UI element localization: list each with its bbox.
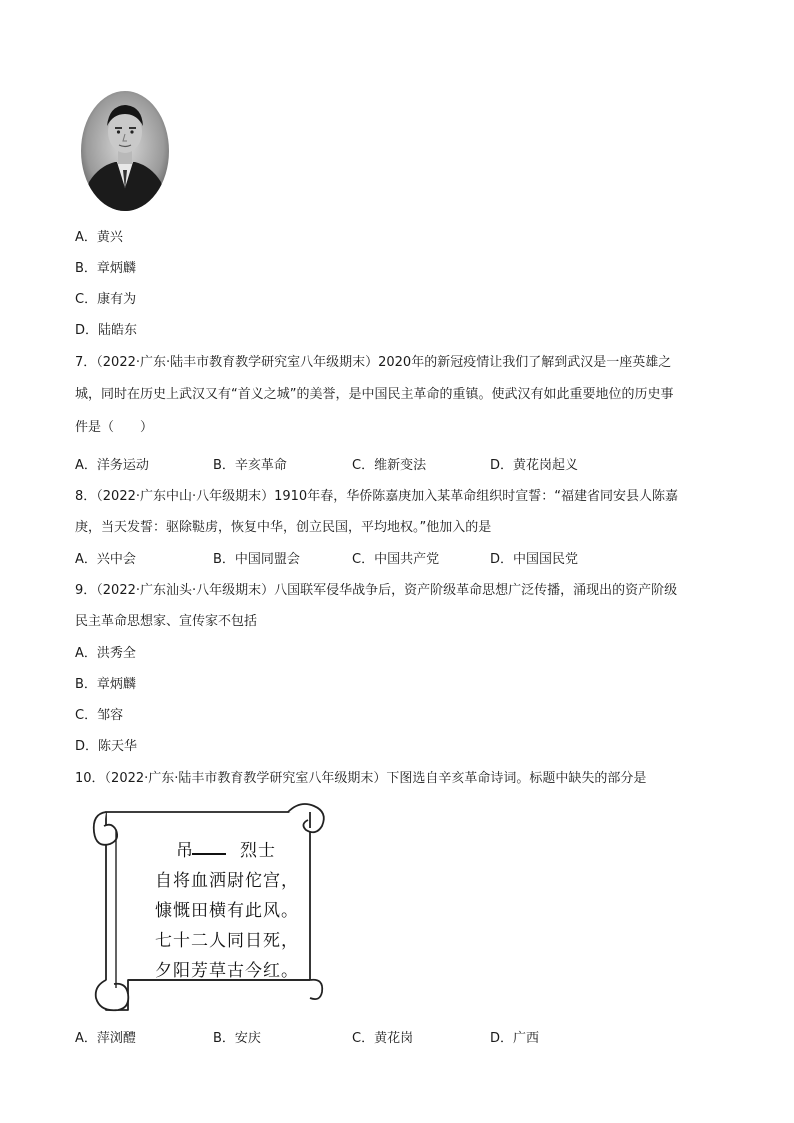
q10-stem-line1: 10．（2022·广东·陆丰市教育教学研究室八年级期末）下图选自辛亥革命诗词。标题中缺失的部分是 [75, 771, 647, 786]
q10-option-c: C．黄花岗 [352, 1031, 414, 1046]
q8-option-b: B．中国同盟会 [213, 552, 300, 567]
q9-option-d: D．陈天华 [75, 739, 138, 754]
q9-option-b: B．章炳麟 [75, 677, 136, 692]
portrait-photo [79, 90, 171, 212]
q10-option-b: B．安庆 [213, 1031, 261, 1046]
q7-option-c: C．维新变法 [352, 458, 427, 473]
q7-option-b: B．辛亥革命 [213, 458, 287, 473]
poem-title-right: 烈士 [240, 841, 276, 861]
q9-stem-line2: 民主革命思想家、宣传家不包括 [75, 614, 258, 629]
q9-option-a: A．洪秀全 [75, 646, 136, 661]
q6-option-a: A．黄兴 [75, 230, 123, 245]
q9-option-c: C．邹容 [75, 708, 124, 723]
q8-option-a: A．兴中会 [75, 552, 136, 567]
q10-option-a: A．萍浏醴 [75, 1031, 136, 1046]
q7-stem-line2: 城，同时在历史上武汉又有“首义之城”的美誉，是中国民主革命的重镇。使武汉有如此重要地位的历史事 [75, 387, 674, 402]
q7-stem-line1: 7．（2022·广东·陆丰市教育教学研究室八年级期末）2020年的新冠疫情让我们了解到武汉是一座英雄之 [75, 355, 672, 370]
q6-option-c: C．康有为 [75, 292, 137, 307]
q8-stem-line2: 庚，当天发誓：驱除鞑虏，恢复中华，创立民国，平均地权。”他加入的是 [75, 520, 492, 535]
q6-option-d: D．陆皓东 [75, 323, 138, 338]
q7-stem-line3: 件是（ ） [75, 420, 154, 435]
q7-option-d: D．黄花岗起义 [490, 458, 579, 473]
q8-option-d: D．中国国民党 [490, 552, 579, 567]
q8-option-c: C．中国共产党 [352, 552, 440, 567]
q10-option-d: D．广西 [490, 1031, 540, 1046]
q7-option-a: A．洋务运动 [75, 458, 149, 473]
q8-stem-line1: 8．（2022·广东中山·八年级期末）1910年春，华侨陈嘉庚加入某革命组织时宣誓：“福建省同安县人陈嘉 [75, 489, 678, 504]
poem-line-3: 七十二人同日死， [155, 931, 299, 951]
q9-stem-line1: 9．（2022·广东汕头·八年级期末）八国联军侵华战争后，资产阶级革命思想广泛传播，涌现出的资产阶级 [75, 583, 678, 598]
poem-line-2: 慷慨田横有此风。 [155, 901, 299, 921]
poem-line-1: 自将血洒尉佗宫， [155, 871, 299, 891]
poem-line-4: 夕阳芳草古今红。 [155, 961, 299, 981]
poem-title-left: 吊 [176, 841, 194, 861]
q6-option-b: B．章炳麟 [75, 261, 136, 276]
